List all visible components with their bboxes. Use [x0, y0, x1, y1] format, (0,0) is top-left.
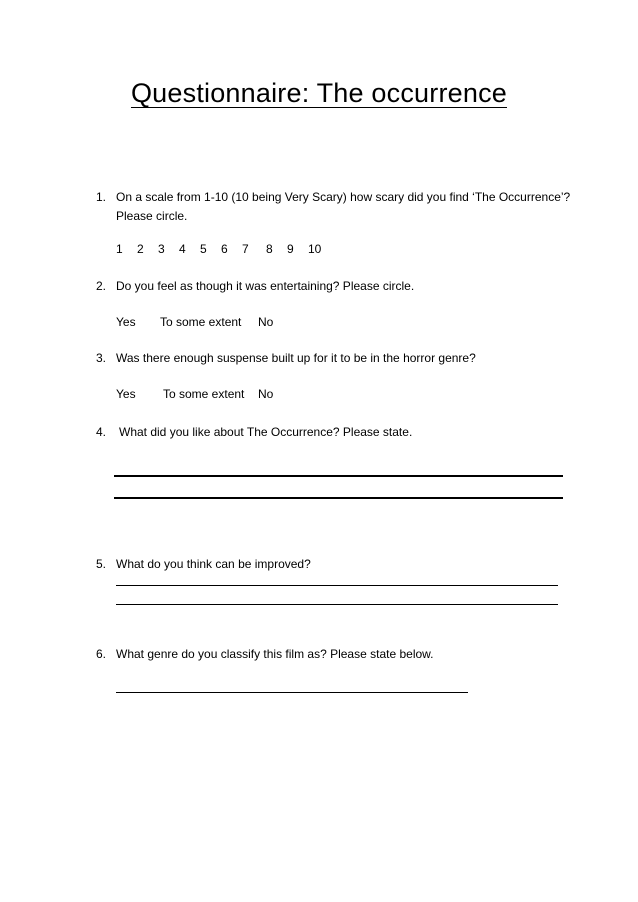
q3-option-yes[interactable]: Yes	[116, 387, 136, 401]
question-4	[96, 423, 516, 442]
question-2-text: Do you feel as though it was entertaining? Please circle.	[116, 279, 415, 293]
answer-line-q4-1[interactable]	[114, 475, 563, 477]
page-title: Questionnaire: The occurrence	[130, 78, 507, 108]
answer-line-q5-1[interactable]	[116, 585, 558, 586]
question-4-number: 4.	[96, 425, 107, 439]
answer-line-q5-2[interactable]	[116, 604, 558, 605]
scale-option-10[interactable]: 10	[308, 242, 322, 256]
scale-option-9[interactable]: 9	[287, 242, 294, 256]
q3-option-no[interactable]: No	[258, 387, 274, 401]
answer-line-q4-2[interactable]	[114, 497, 563, 499]
question-6-number: 6.	[96, 647, 107, 661]
answer-line-q6-1[interactable]	[116, 692, 468, 693]
scale-option-4[interactable]: 4	[179, 242, 186, 256]
question-6-text: What genre do you classify this film as? Please state below.	[116, 647, 434, 661]
question-6	[96, 645, 516, 664]
scale-option-6[interactable]: 6	[221, 242, 228, 256]
q2-option-yes[interactable]: Yes	[116, 315, 136, 329]
question-1-instruction: Please circle.	[116, 209, 188, 223]
question-3-text: Was there enough suspense built up for it to be in the horror genre?	[116, 351, 476, 365]
scale-option-1[interactable]: 1	[116, 242, 123, 256]
question-4-text: What did you like about The Occurrence? Please state.	[119, 425, 413, 439]
question-2-number: 2.	[96, 279, 107, 293]
question-3	[96, 349, 516, 368]
scale-option-7[interactable]: 7	[242, 242, 249, 256]
scary-scale	[116, 242, 336, 258]
question-5-text: What do you think can be improved?	[116, 557, 311, 571]
q2-option-no[interactable]: No	[258, 315, 274, 329]
q2-option-to-some-extent[interactable]: To some extent	[160, 315, 242, 329]
scale-option-8[interactable]: 8	[266, 242, 273, 256]
scale-option-5[interactable]: 5	[200, 242, 207, 256]
scale-option-2[interactable]: 2	[137, 242, 144, 256]
question-5	[96, 555, 516, 574]
scale-option-3[interactable]: 3	[158, 242, 165, 256]
question-2	[96, 277, 516, 296]
question-1-text: On a scale from 1-10 (10 being Very Scary) how scary did you find ‘The Occurrence’?	[116, 190, 571, 204]
q3-option-to-some-extent[interactable]: To some extent	[163, 387, 245, 401]
question-5-number: 5.	[96, 557, 107, 571]
question-1-number: 1.	[96, 190, 107, 204]
question-3-number: 3.	[96, 351, 107, 365]
question-1	[96, 188, 576, 228]
